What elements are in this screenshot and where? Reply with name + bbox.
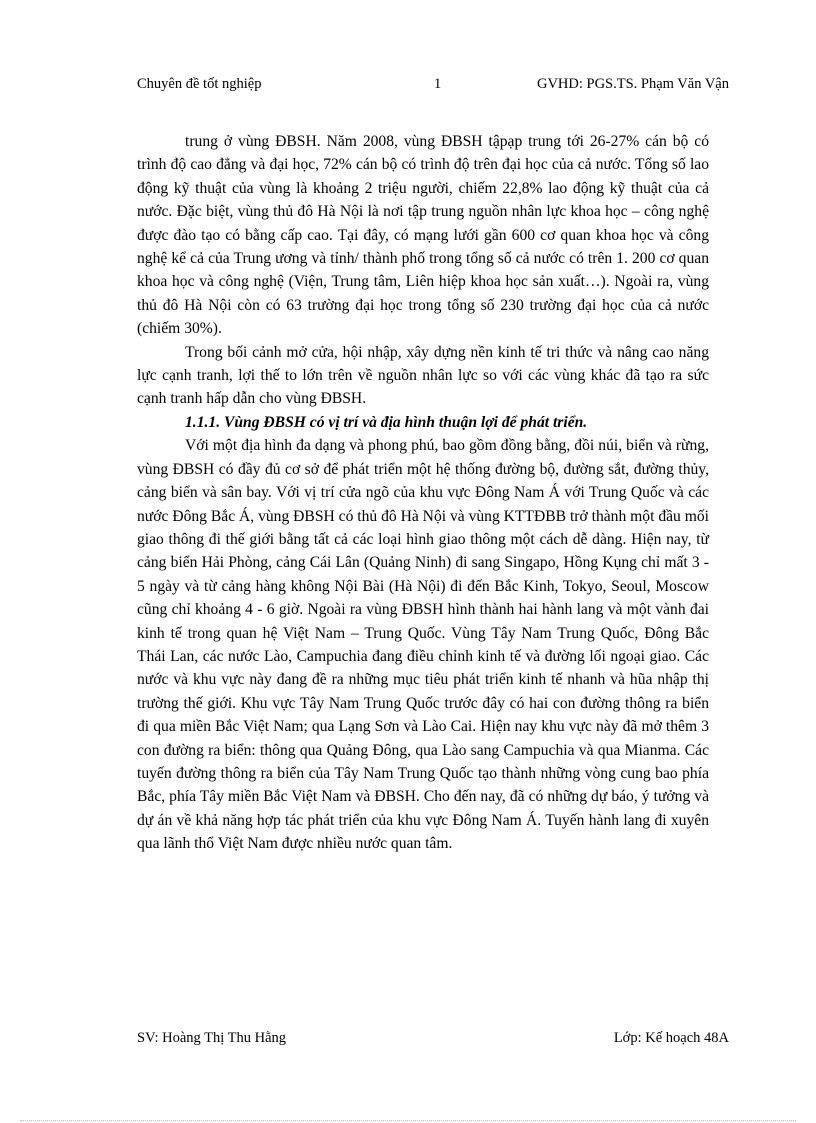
header-page-number: 1 [434,76,442,92]
section-heading: 1.1.1. Vùng ĐBSH có vị trí và địa hình thuận lợi để phát triển. [185,413,588,431]
header-advisor: GVHD: PGS.TS. Phạm Văn Vận [536,76,729,92]
page-footer [137,1030,729,1052]
page-edge-divider [20,1120,796,1121]
paragraph-location-terrain: Với một địa hình đa dạng và phong phú, bao gồm đồng bằng, đồi núi, biển và rừng, vùng ĐBSH có đầy đủ cơ sở để phát triển một hệ thống đường bộ, đường sắt, đường thủy, cảng biển và sân bay. Với vị trí cửa ngõ của khu vực Đông Nam Á với Trung Quốc và các nước Đông Bắc Á, vùng ĐBSH có thủ đô Hà Nội và vùng KTTĐBB trở thành một đầu mối giao thông đi thế giới bằng tất cả các loại hình giao thông một cách dễ dàng. Hiện nay, từ cảng biển Hải Phòng, cảng Cái Lân (Quảng Ninh) đi sang Singapo, Hồng Kụng chỉ mất 3 - 5 ngày và từ cảng hàng không Nội Bài (Hà Nội) đi đến Bắc Kinh, Tokyo, Seoul, Moscow cũng chỉ khoảng 4 - 6 giờ. Ngoài ra vùng ĐBSH hình thành hai hành lang và một vành đai kinh tế trong quan hệ Việt Nam – Trung Quốc. Vùng Tây Nam Trung Quốc, Đông Bắc Thái Lan, các nước Lào, Campuchia đang điều chỉnh kinh tế và đường lối ngoại giao. Các nước và khu vực này đang đề ra những mục tiêu phát triển kinh tế nhanh và hũa nhập thị trường thế giới. Khu vực Tây Nam Trung Quốc trước đây có hai con đường thông ra biển đi qua miền Bắc Việt Nam; qua Lạng Sơn và Lào Cai. Hiện nay khu vực này đã mở thêm 3 con đường ra biển: thông qua Quảng Đông, qua Lào sang Campuchia và qua Mianma. Các tuyến đường thông ra biển của Tây Nam Trung Quốc tạo thành những vòng cung bao phía Bắc, phía Tây miền Bắc Việt Nam và ĐBSH. Cho đến nay, đã có những dự báo, ý tưởng và dự án về khả năng hợp tác phát triển của khu vực Đông Nam Á. Tuyến hành lang đi xuyên qua lãnh thổ Việt Nam được nhiều nước quan tâm. [137,437,709,853]
header-document-title: Chuyên đề tốt nghiệp [137,76,262,92]
footer-student-name: SV: Hoàng Thị Thu Hằng [137,1030,287,1046]
page-header [137,76,729,98]
document-body [137,130,709,856]
paragraph-human-resources: trung ở vùng ĐBSH. Năm 2008, vùng ĐBSH tậpạp trung tới 26-27% cán bộ có trình độ cao đẳng và đại học, 72% cán bộ có trình độ trên đại học của cả nước. Tổng số lao động kỹ thuật của vùng là khoảng 2 triệu người, chiếm 22,8% lao động kỹ thuật của cả nước. Đặc biệt, vùng thủ đô Hà Nội là nơi tập trung nguồn nhân lực khoa học – công nghệ được đào tạo có bằng cấp cao. Tại đây, có mạng lưới gần 600 cơ quan khoa học và công nghệ kể cả của Trung ương và tỉnh/ thành phố trong tổng số cả nước có trên 1. 200 cơ quan khoa học và công nghệ (Viện, Trung tâm, Liên hiệp khoa học sản xuất…). Ngoài ra, vùng thủ đô Hà Nội còn có 63 trường đại học trong tổng số 230 trường đại học của cả nước (chiếm 30%). [137,133,709,338]
paragraph-competitive-advantage: Trong bối cảnh mở cửa, hội nhập, xây dựng nền kinh tế tri thức và nâng cao năng lực cạnh tranh, lợi thế to lớn trên về nguồn nhân lực so với các vùng khác đã tạo ra sức cạnh tranh hấp dẫn cho vùng ĐBSH. [137,343,709,408]
footer-class-name: Lớp: Kế hoạch 48A [613,1030,729,1046]
